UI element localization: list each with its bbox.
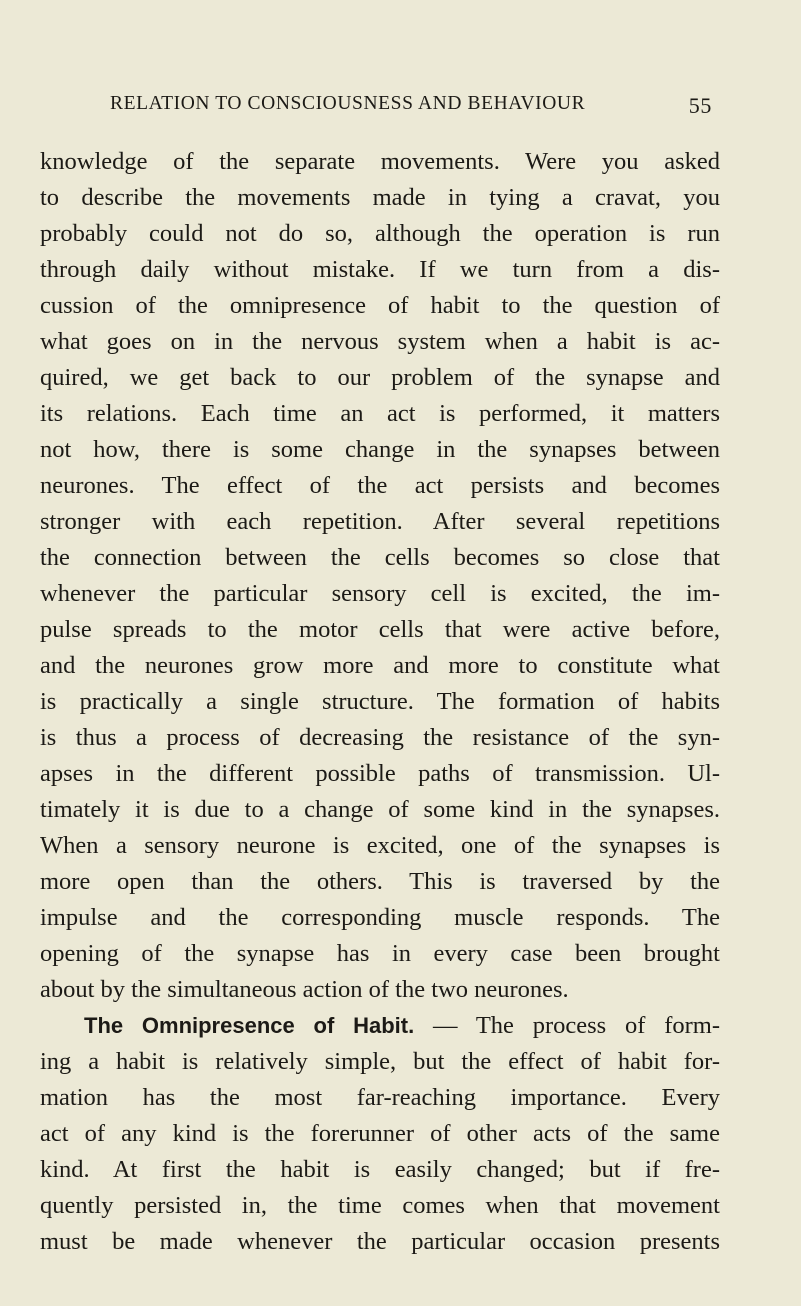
text-line: neurones. The effect of the act persists and becomes xyxy=(40,472,720,499)
text-line: opening of the synapse has in every case been brought xyxy=(40,940,720,967)
text-line: knowledge of the separate movements. Were you asked xyxy=(40,148,720,175)
paragraph-omnipresence-of-habit xyxy=(40,1008,720,1260)
text-line: act of any kind is the forerunner of other acts of the same xyxy=(40,1120,720,1147)
text-line: what goes on in the nervous system when a habit is ac- xyxy=(40,328,720,355)
text-line: When a sensory neurone is excited, one of the synapses is xyxy=(40,832,720,859)
text-line: to describe the movements made in tying a cravat, you xyxy=(40,184,720,211)
text-line: about by the simultaneous action of the two neurones. xyxy=(40,976,569,1003)
paragraph-habit-formation xyxy=(40,144,720,1008)
text-line: pulse spreads to the motor cells that were active before, xyxy=(40,616,720,643)
text-line: through daily without mistake. If we turn from a dis- xyxy=(40,256,720,283)
heading-line-rest: — The process of form- xyxy=(414,1012,720,1039)
text-line: the connection between the cells becomes so close that xyxy=(40,544,720,571)
text-line: must be made whenever the particular occasion presents xyxy=(40,1228,720,1255)
text-line: more open than the others. This is traversed by the xyxy=(40,868,720,895)
section-heading: The Omnipresence of Habit. xyxy=(84,1013,415,1038)
text-line: mation has the most far-reaching importance. Every xyxy=(40,1084,720,1111)
running-head xyxy=(110,93,712,118)
text-line: whenever the particular sensory cell is excited, the im- xyxy=(40,580,720,607)
text-line: is thus a process of decreasing the resistance of the syn- xyxy=(40,724,720,751)
text-line: its relations. Each time an act is performed, it matters xyxy=(40,400,720,427)
text-line: cussion of the omnipresence of habit to the question of xyxy=(40,292,720,319)
text-line: and the neurones grow more and more to constitute what xyxy=(40,652,720,679)
text-line: ing a habit is relatively simple, but the effect of habit for- xyxy=(40,1048,720,1075)
text-line: stronger with each repetition. After several repetitions xyxy=(40,508,720,535)
text-line: quired, we get back to our problem of the synapse and xyxy=(40,364,720,391)
text-line xyxy=(40,1008,720,1044)
page-number: 55 xyxy=(688,93,712,118)
text-line: probably could not do so, although the operation is run xyxy=(40,220,720,247)
text-line: timately it is due to a change of some kind in the synapses. xyxy=(40,796,720,823)
text-line: is practically a single structure. The formation of habits xyxy=(40,688,720,715)
text-line: quently persisted in, the time comes when that movement xyxy=(40,1192,720,1219)
text-line: impulse and the corresponding muscle responds. The xyxy=(40,904,720,931)
text-line: kind. At first the habit is easily changed; but if fre- xyxy=(40,1156,720,1183)
text-line: not how, there is some change in the synapses between xyxy=(40,436,720,463)
running-head-title: RELATION TO CONSCIOUSNESS AND BEHAVIOUR xyxy=(110,93,586,114)
text-line: apses in the different possible paths of transmission. Ul- xyxy=(40,760,720,787)
body-text xyxy=(40,144,720,1260)
